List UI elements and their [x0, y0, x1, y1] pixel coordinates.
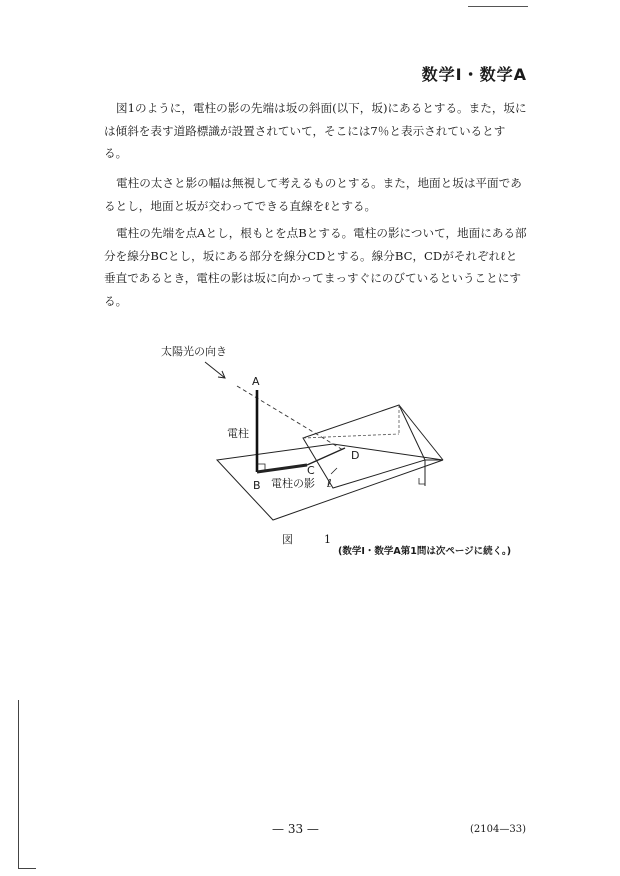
top-rule — [468, 6, 528, 7]
point-a-label: A — [252, 375, 260, 388]
page-number: — 33 — — [272, 822, 319, 836]
margin-rule-foot — [18, 868, 36, 869]
point-d-label: D — [351, 449, 360, 462]
figure-diagram — [155, 338, 455, 528]
margin-rule — [18, 700, 19, 868]
pole-label: 電柱 — [227, 427, 249, 440]
slope-surface — [303, 405, 425, 488]
paragraph-3: 電柱の先端を点Aとし，根もとを点Bとする。電柱の影について，地面にある部分を線分BCとし，坂にある部分を線分CDとする。線分BC，CDがそれぞれℓと垂直であるとき，電柱の影は坂に向かってまっすぐにのびているということにする。 — [104, 226, 527, 308]
shadow-segment-cd — [307, 448, 345, 465]
page-header-title: 数学Ⅰ・数学A — [421, 65, 527, 84]
point-b-label: B — [253, 479, 261, 492]
shadow-segment-bc — [257, 465, 307, 472]
figure-caption: 図 1 — [282, 533, 341, 546]
sunlight-label: 太陽光の向き — [161, 345, 227, 358]
shadow-label: 電柱の影 — [271, 477, 315, 490]
page-code: (2104—33) — [470, 824, 526, 835]
line-ell-label: ℓ — [327, 477, 332, 490]
paragraph-2: 電柱の太さと影の幅は無視して考えるものとする。また，地面と坂は平面であるとし，地面と坂が交わってできる直線をℓとする。 — [104, 176, 522, 213]
line-ell-pointer — [331, 468, 337, 474]
sun-ray-line — [237, 386, 343, 450]
slope-right-angle-mark — [419, 478, 425, 484]
paragraph-1: 図1のように，電柱の影の先端は坂の斜面(以下，坂)にあるとする。また，坂には傾斜を表す道路標識が設置されていて，そこには7％と表示されているとする。 — [104, 101, 527, 160]
sunlight-arrow — [205, 362, 225, 378]
figure-1 — [155, 338, 455, 528]
point-c-label: C — [307, 464, 315, 477]
continue-note: (数学Ⅰ・数学A第1問は次ページに続く。) — [338, 546, 512, 557]
